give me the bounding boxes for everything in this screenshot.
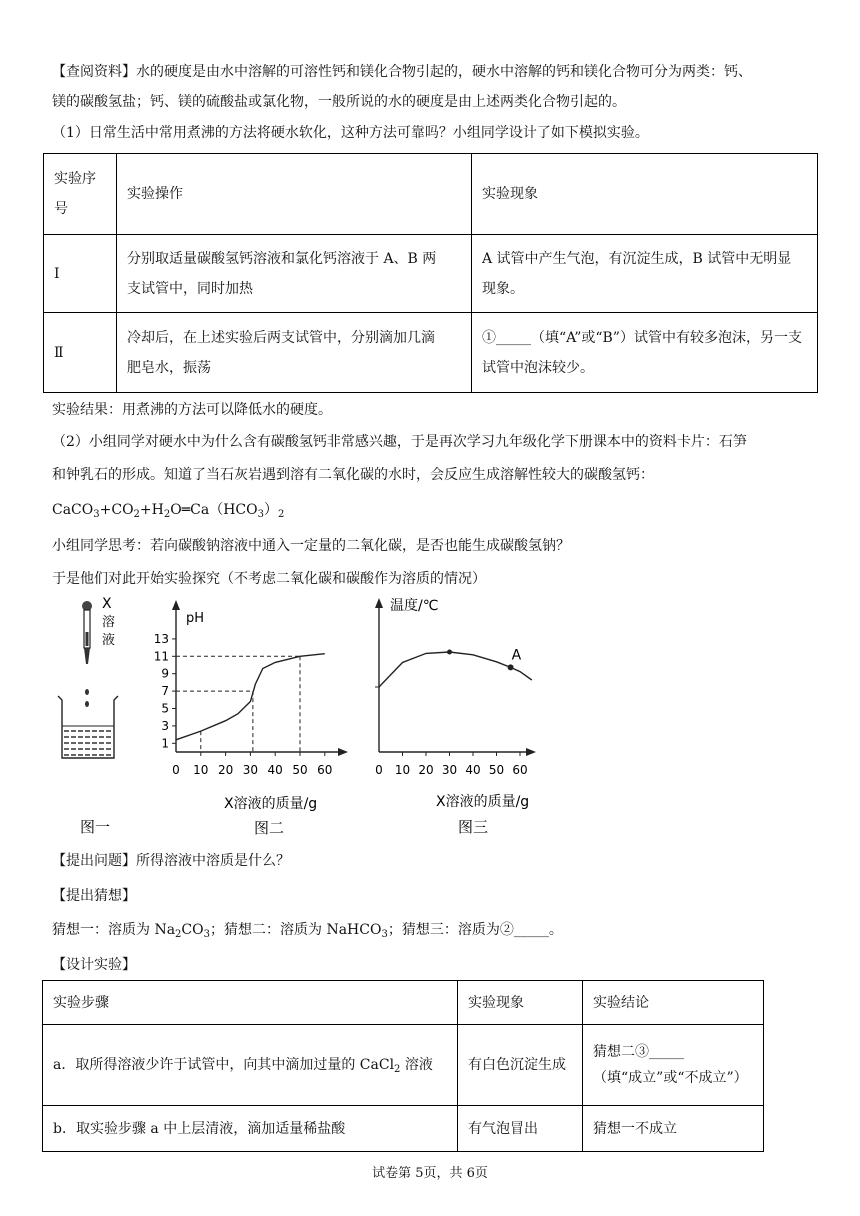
guess-sub: 3 (381, 929, 388, 940)
table-row (44, 313, 818, 393)
temperature-axis-label: 温度/℃ (390, 598, 439, 614)
guess-line (52, 920, 822, 940)
info-line-2: 镁的碳酸氢盐；钙、镁的硫酸盐或氯化物，一般所说的水的硬度是由上述两类化合物引起的。 (52, 94, 626, 110)
ask-question: 【提出问题】所得溶液中溶质是什么？ (52, 853, 290, 869)
header-operation: 实验操作 (117, 154, 472, 235)
guess-part: CO (181, 922, 204, 938)
ph-line: ①_____（填“A”或“B”）试管中有较多泡沫，另一支 (482, 329, 802, 346)
dropper-text: 液 (102, 633, 116, 648)
figures-area (40, 592, 560, 842)
row-operation (117, 313, 472, 393)
step-text: 溶液 (400, 1057, 433, 1073)
y-tick-label: 7 (161, 684, 169, 699)
question-1: （1）日常生活中常用煮沸的方法将硬水软化，这种方法可靠吗？小组同学设计了如下模拟实验。 (52, 125, 649, 141)
info-line-1: 【查阅资料】水的硬度是由水中溶解的可溶性钙和镁化合物引起的，硬水中溶解的钙和镁化合物可分为两类：钙、 (52, 64, 752, 80)
y-tick-label: 11 (153, 649, 169, 664)
row-phenomenon (472, 235, 818, 313)
figure-1 (58, 596, 118, 836)
x-tick-label: 0 (172, 763, 180, 777)
x-tick-label: 50 (292, 763, 308, 777)
conclusion-cell (583, 1025, 764, 1106)
step-cell (43, 1025, 458, 1106)
fig3-xlabel: X溶液的质量/g (436, 794, 530, 810)
row-phenomenon (472, 313, 818, 393)
figure-3-temperature-chart (375, 597, 536, 836)
guess-part: ；猜想二：溶质为 NaHCO (210, 922, 382, 938)
x-tick-label: 10 (394, 763, 411, 777)
point-a-label: A (511, 647, 522, 664)
eq-part: +H (139, 502, 164, 518)
student-thinking: 小组同学思考：若向碳酸钠溶液中通入一定量的二氧化碳，是否也能生成碳酸氢钠？ (52, 538, 570, 554)
step-sub: 2 (394, 1064, 401, 1075)
x-tick-label: 30 (441, 763, 458, 777)
guess-part: 猜想一：溶质为 Na (52, 922, 176, 938)
fig2-xlabel: X溶液的质量/g (224, 796, 318, 812)
y-tick-label: 9 (161, 666, 169, 681)
figure-2-ph-chart (154, 600, 348, 837)
x-axis-arrow (338, 748, 348, 756)
header-no-line2: 号 (54, 201, 68, 217)
ph-line: 试管中泡沫较少。 (482, 359, 594, 376)
table-row (43, 1106, 764, 1152)
conclusion-line: 猜想二③_____ (593, 1044, 684, 1060)
guess-sub: 2 (175, 929, 182, 940)
table-2-header-row (43, 981, 764, 1025)
y-tick-label: 3 (161, 718, 169, 733)
point-a (508, 664, 514, 670)
op-line: 支试管中，同时加热 (127, 280, 253, 297)
x-axis-arrow (526, 748, 536, 756)
table-row (43, 1025, 764, 1106)
x-tick-label: 0 (375, 763, 383, 777)
experiment-table-1 (43, 153, 818, 393)
dropper-x-label: X (102, 596, 112, 612)
figure-2-label: 图二 (254, 819, 285, 837)
ph-line: 现象。 (482, 280, 524, 297)
header-no-line1: 实验序 (54, 171, 96, 187)
header-step: 实验步骤 (43, 981, 458, 1025)
y-axis-arrow (172, 600, 180, 610)
x-tick-label: 40 (465, 763, 481, 777)
phenomenon-cell: 有白色沉淀生成 (458, 1025, 583, 1106)
chemical-equation (52, 500, 822, 520)
eq-part: ） (264, 502, 278, 518)
question-2-line-1: （2）小组同学对硬水中为什么含有碳酸氢钙非常感兴趣，于是再次学习九年级化学下册课本中的资料卡片：石笋 (52, 434, 747, 450)
experiment-table-2 (42, 980, 764, 1152)
step-text: a．取所得溶液少许于试管中，向其中滴加过量的 CaCl (53, 1057, 395, 1073)
header-conclusion: 实验结论 (583, 981, 764, 1025)
peak-point (447, 650, 452, 655)
guess-sub: 3 (203, 929, 210, 940)
ph-axis-label: pH (186, 611, 205, 626)
eq-sub: 3 (257, 509, 264, 520)
x-tick-label: 30 (242, 763, 259, 777)
ph-curve (176, 654, 325, 740)
table-row (44, 235, 818, 313)
figure-3-label: 图三 (458, 818, 489, 836)
explore-intro: 于是他们对此开始实验探究（不考虑二氧化碳和碳酸作为溶质的情况） (52, 571, 486, 587)
guess-part: ；猜想三：溶质为②_____。 (387, 922, 563, 938)
header-phenomenon: 实验现象 (458, 981, 583, 1025)
experiment-result: 实验结果：用煮沸的方法可以降低水的硬度。 (52, 402, 332, 418)
row-operation (117, 235, 472, 313)
x-tick-label: 10 (193, 763, 209, 777)
header-phenomenon: 实验现象 (472, 154, 818, 235)
y-tick-label: 5 (161, 701, 169, 716)
row-no: Ⅱ (44, 313, 117, 393)
eq-sub: 2 (278, 509, 285, 520)
x-tick-label: 20 (418, 763, 434, 777)
y-tick-label: 13 (153, 631, 169, 646)
eq-sub: 2 (133, 509, 140, 520)
eq-part: +CO (99, 502, 134, 518)
eq-part: O═Ca（HCO (170, 502, 258, 518)
x-tick-label: 60 (512, 763, 528, 777)
x-tick-label: 20 (217, 763, 234, 777)
x-tick-label: 40 (267, 763, 283, 777)
phenomenon-cell: 有气泡冒出 (458, 1106, 583, 1152)
eq-sub: 3 (93, 509, 100, 520)
ph-line: A 试管中产生气泡，有沉淀生成，B 试管中无明显 (482, 250, 792, 267)
question-2-line-2: 和钟乳石的形成。知道了当石灰岩遇到溶有二氧化碳的水时，会反应生成溶解性较大的碳酸氢钙： (52, 467, 654, 483)
x-tick-label: 60 (317, 763, 333, 777)
guess-title: 【提出猜想】 (52, 888, 136, 904)
op-line: 冷却后，在上述实验后两支试管中，分别滴加几滴 (127, 329, 435, 346)
page-footer: 试卷第 5页，共 6页 (372, 1166, 488, 1181)
header-no (44, 154, 117, 235)
op-line: 肥皂水，振荡 (127, 359, 211, 376)
table-1-header-row (44, 154, 818, 235)
conclusion-line: （填“成立”或“不成立”） (593, 1070, 748, 1086)
eq-part: CaCO (52, 502, 94, 518)
row-no: Ⅰ (44, 235, 117, 313)
conclusion-cell: 猜想一不成立 (583, 1106, 764, 1152)
dropper-text: 溶 (102, 615, 116, 630)
y-axis-arrow (375, 598, 383, 608)
dropper-icon (82, 601, 92, 707)
step-cell: b．取实验步骤 a 中上层清液，滴加适量稀盐酸 (43, 1106, 458, 1152)
eq-sub: 2 (163, 509, 171, 520)
figure-1-label: 图一 (80, 818, 111, 836)
op-line: 分别取适量碳酸氢钙溶液和氯化钙溶液于 A、B 两 (127, 250, 437, 267)
y-tick-label: 1 (161, 736, 169, 751)
design-title: 【设计实验】 (52, 957, 136, 973)
x-tick-label: 50 (488, 763, 505, 777)
